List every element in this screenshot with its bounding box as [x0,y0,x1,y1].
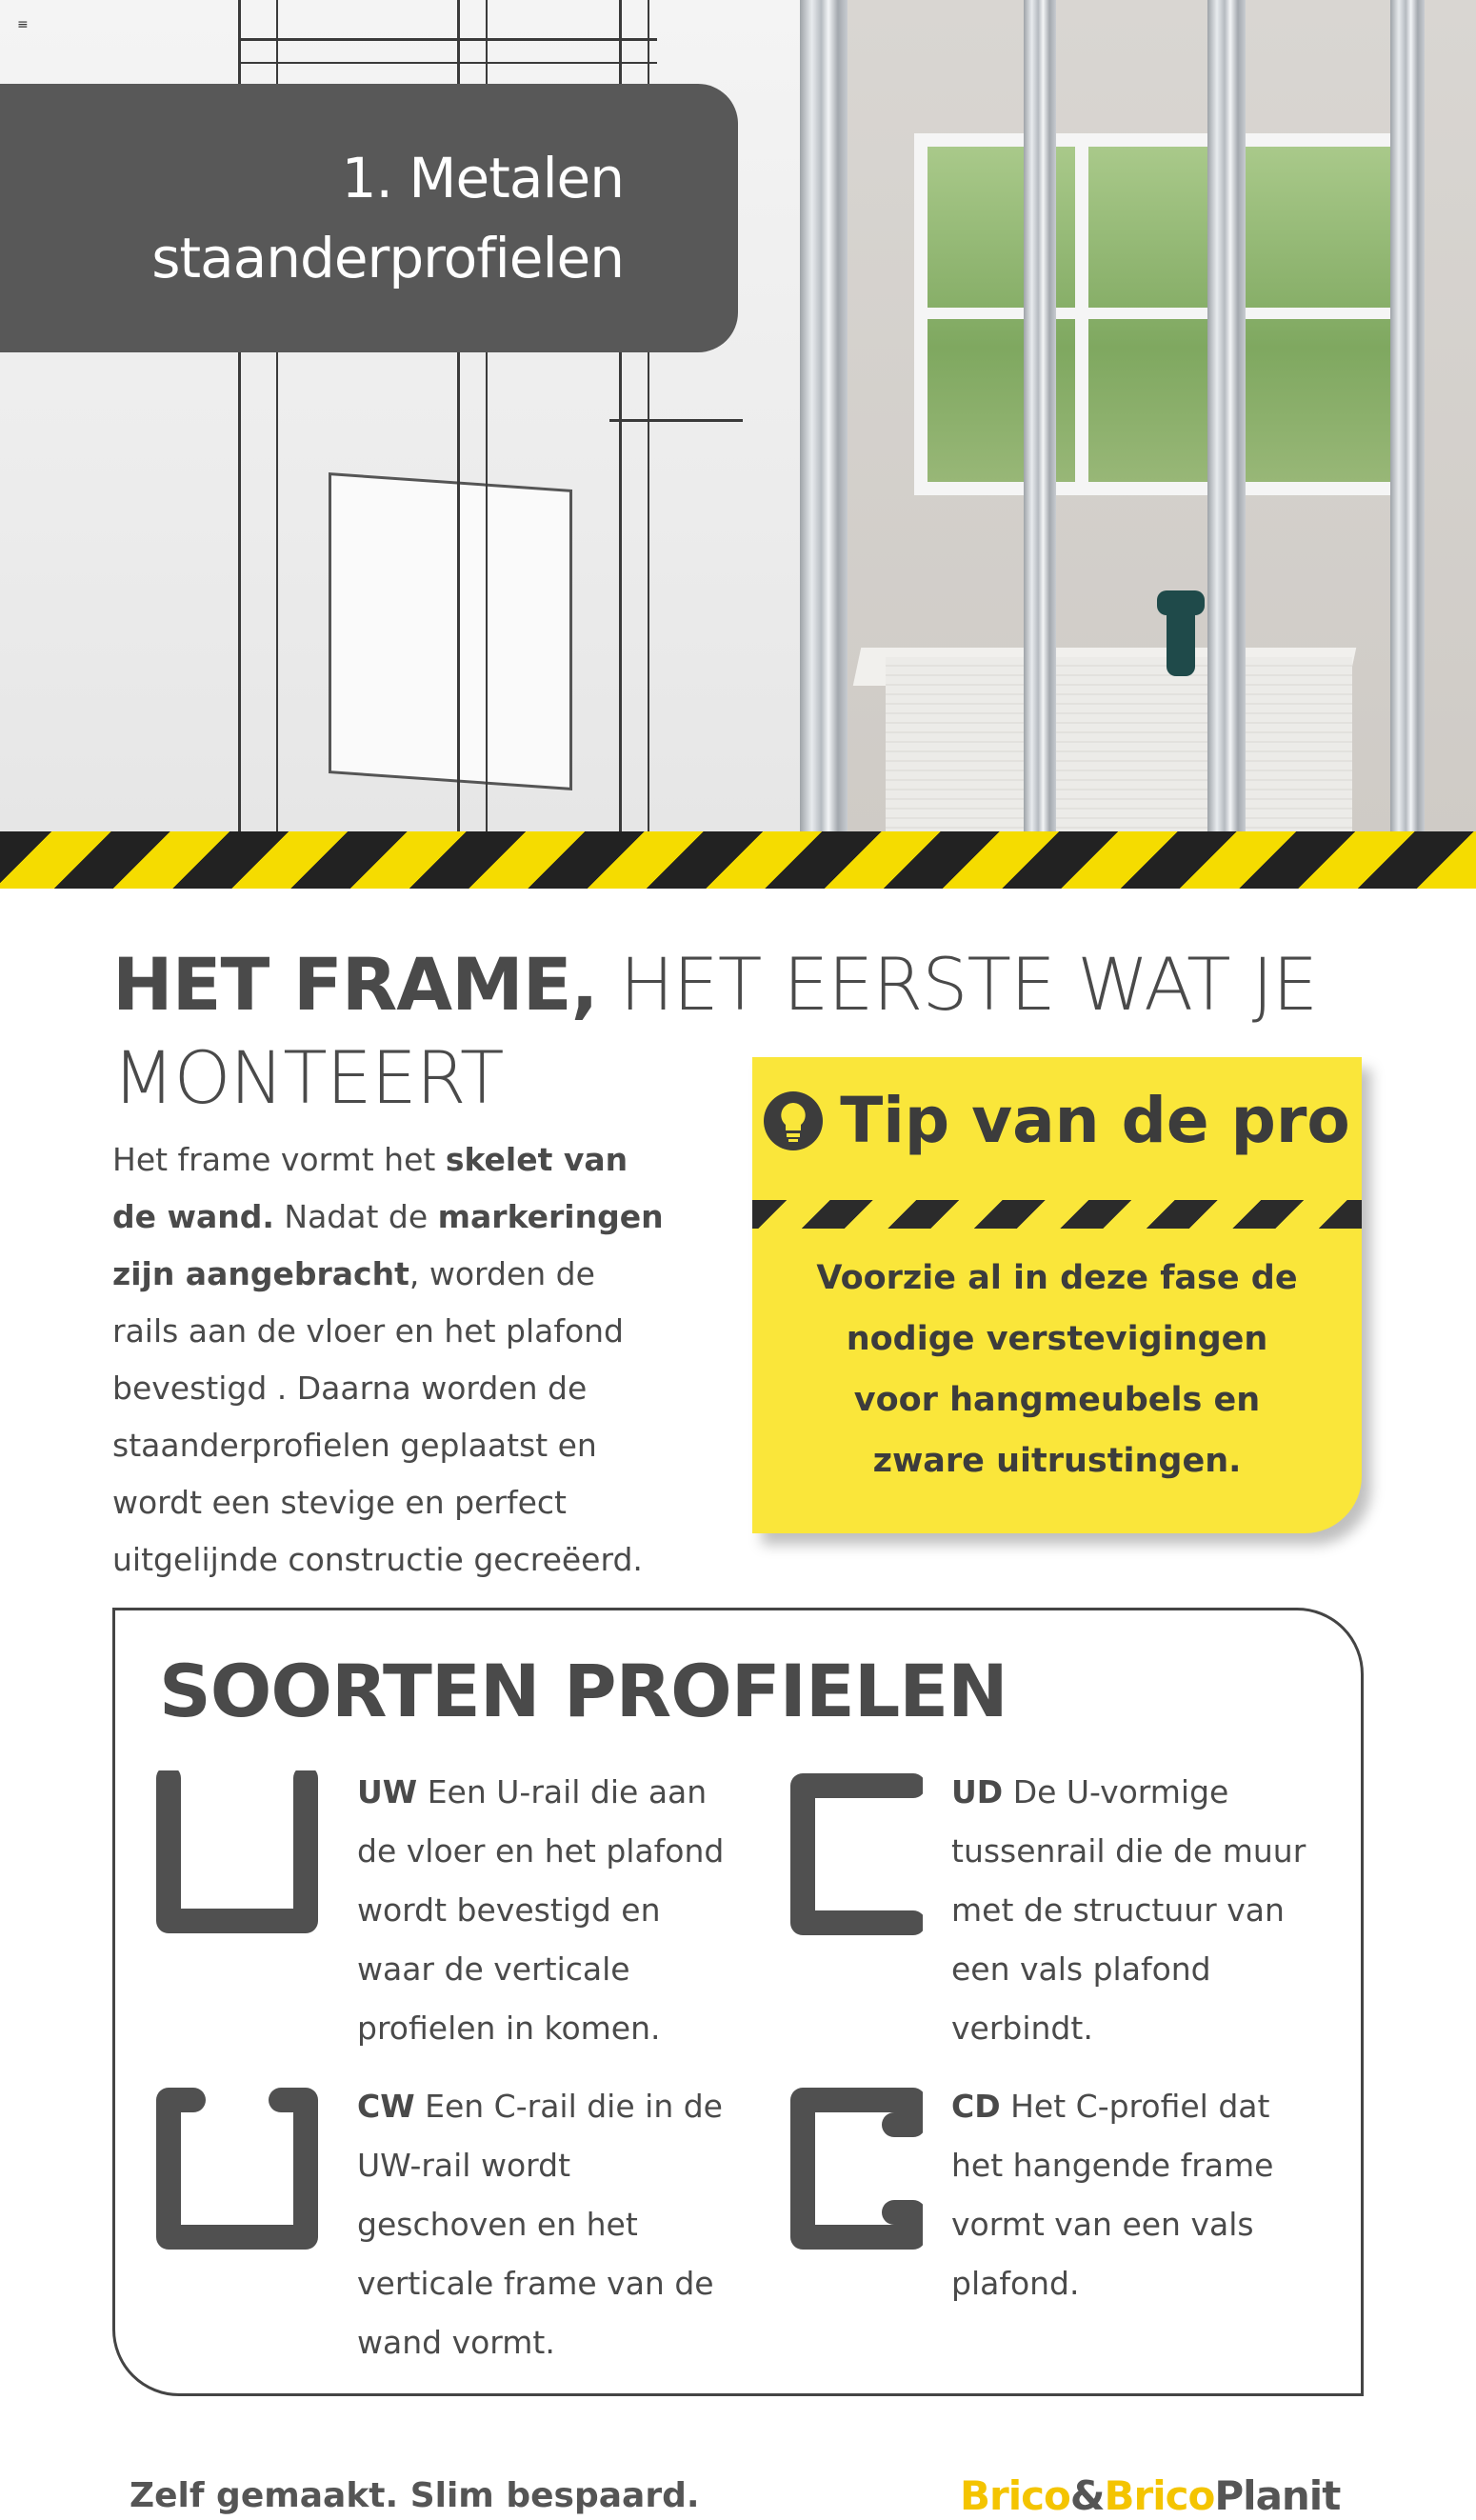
intro-body-bold: skelet van de wand. [112,1141,628,1235]
profile-desc: Een U-rail die aan de vloer en het plafond wordt bevestigd en waar de verticale profielen in komen. [357,1773,725,2047]
drill-icon [1167,600,1195,676]
profile-code: UW [357,1773,418,1810]
tip-header [752,1084,1362,1157]
u-profile-icon [155,1770,319,1934]
pro-tip-box [752,1057,1362,1533]
intro-body-text: Nadat de [273,1198,438,1235]
c-side-profile-icon [789,2087,923,2250]
profile-item-uw [357,1763,728,2058]
profile-item-cd [951,2077,1323,2313]
intro-body [112,1131,665,1589]
intro-body-text: , worden de rails aan de vloer en het plafond bevestigd . Daarna worden de staanderprofielen geplaatst en wordt een stevige en perfect uitgelijnde constructie gecreëerd. [112,1255,643,1578]
intro-body-text: Het frame vormt het [112,1141,446,1178]
footer-slogan: Zelf gemaakt. Slim bespaard. [130,2476,700,2515]
logo-amp: & [1069,2472,1105,2519]
lightbulb-icon [764,1091,823,1150]
sketch-panel [329,472,572,790]
section-title-line2: staanderprofielen [151,226,624,290]
menu-icon[interactable]: ≡ [17,17,29,32]
logo-brico-1: Brico [960,2472,1070,2519]
profile-code: CW [357,2088,415,2125]
profile-item-ud [951,1763,1323,2058]
hazard-stripe [0,831,1476,889]
room-window [914,133,1409,495]
profile-desc: De U-vormige tussenrail die de muur met de structuur van een vals plafond verbindt. [951,1773,1306,2047]
metal-stud [1024,0,1056,838]
intro-body-bold: markeringen zijn aangebracht [112,1198,664,1292]
profile-code: CD [951,2088,1001,2125]
profile-types-box [112,1608,1364,2396]
profile-item-cw [357,2077,728,2372]
profile-desc: Het C-profiel dat het hangende frame vormt van een vals plafond. [951,2088,1274,2302]
profile-types-title: SOORTEN PROFIELEN [159,1649,1007,1733]
logo-brico-2: Brico [1104,2472,1215,2519]
u-side-profile-icon [789,1772,923,1936]
tip-hazard-stripe [752,1200,1362,1229]
hero-image [0,0,1476,838]
metal-stud [800,0,848,838]
metal-stud [1207,0,1246,838]
metal-stud [1390,0,1425,838]
profile-code: UD [951,1773,1004,1810]
section-title-line1: 1. Metalen [341,145,624,210]
c-up-profile-icon [155,2087,319,2250]
sketch-beam-line [238,38,657,41]
tip-title: Tip van de pro [840,1084,1350,1157]
plasterboard-stack [886,657,1352,838]
intro-heading-bold: HET FRAME, [112,942,598,1027]
brand-logo[interactable] [960,2472,1340,2519]
logo-planit: Planit [1214,2472,1341,2519]
sketch-beam-line [238,62,657,64]
section-title-box [0,84,738,352]
profile-desc: Een C-rail die in de UW-rail wordt geschoven en het verticale frame van de wand vormt. [357,2088,723,2361]
tip-text: Voorzie al in deze fase de nodige verstevigingen voor hangmeubels en zware uitrustingen. [816,1259,1298,1480]
intro-heading-light: HET EERSTE WAT JE MONTEERT [112,942,1318,1120]
sketch-beam-line [609,419,743,422]
